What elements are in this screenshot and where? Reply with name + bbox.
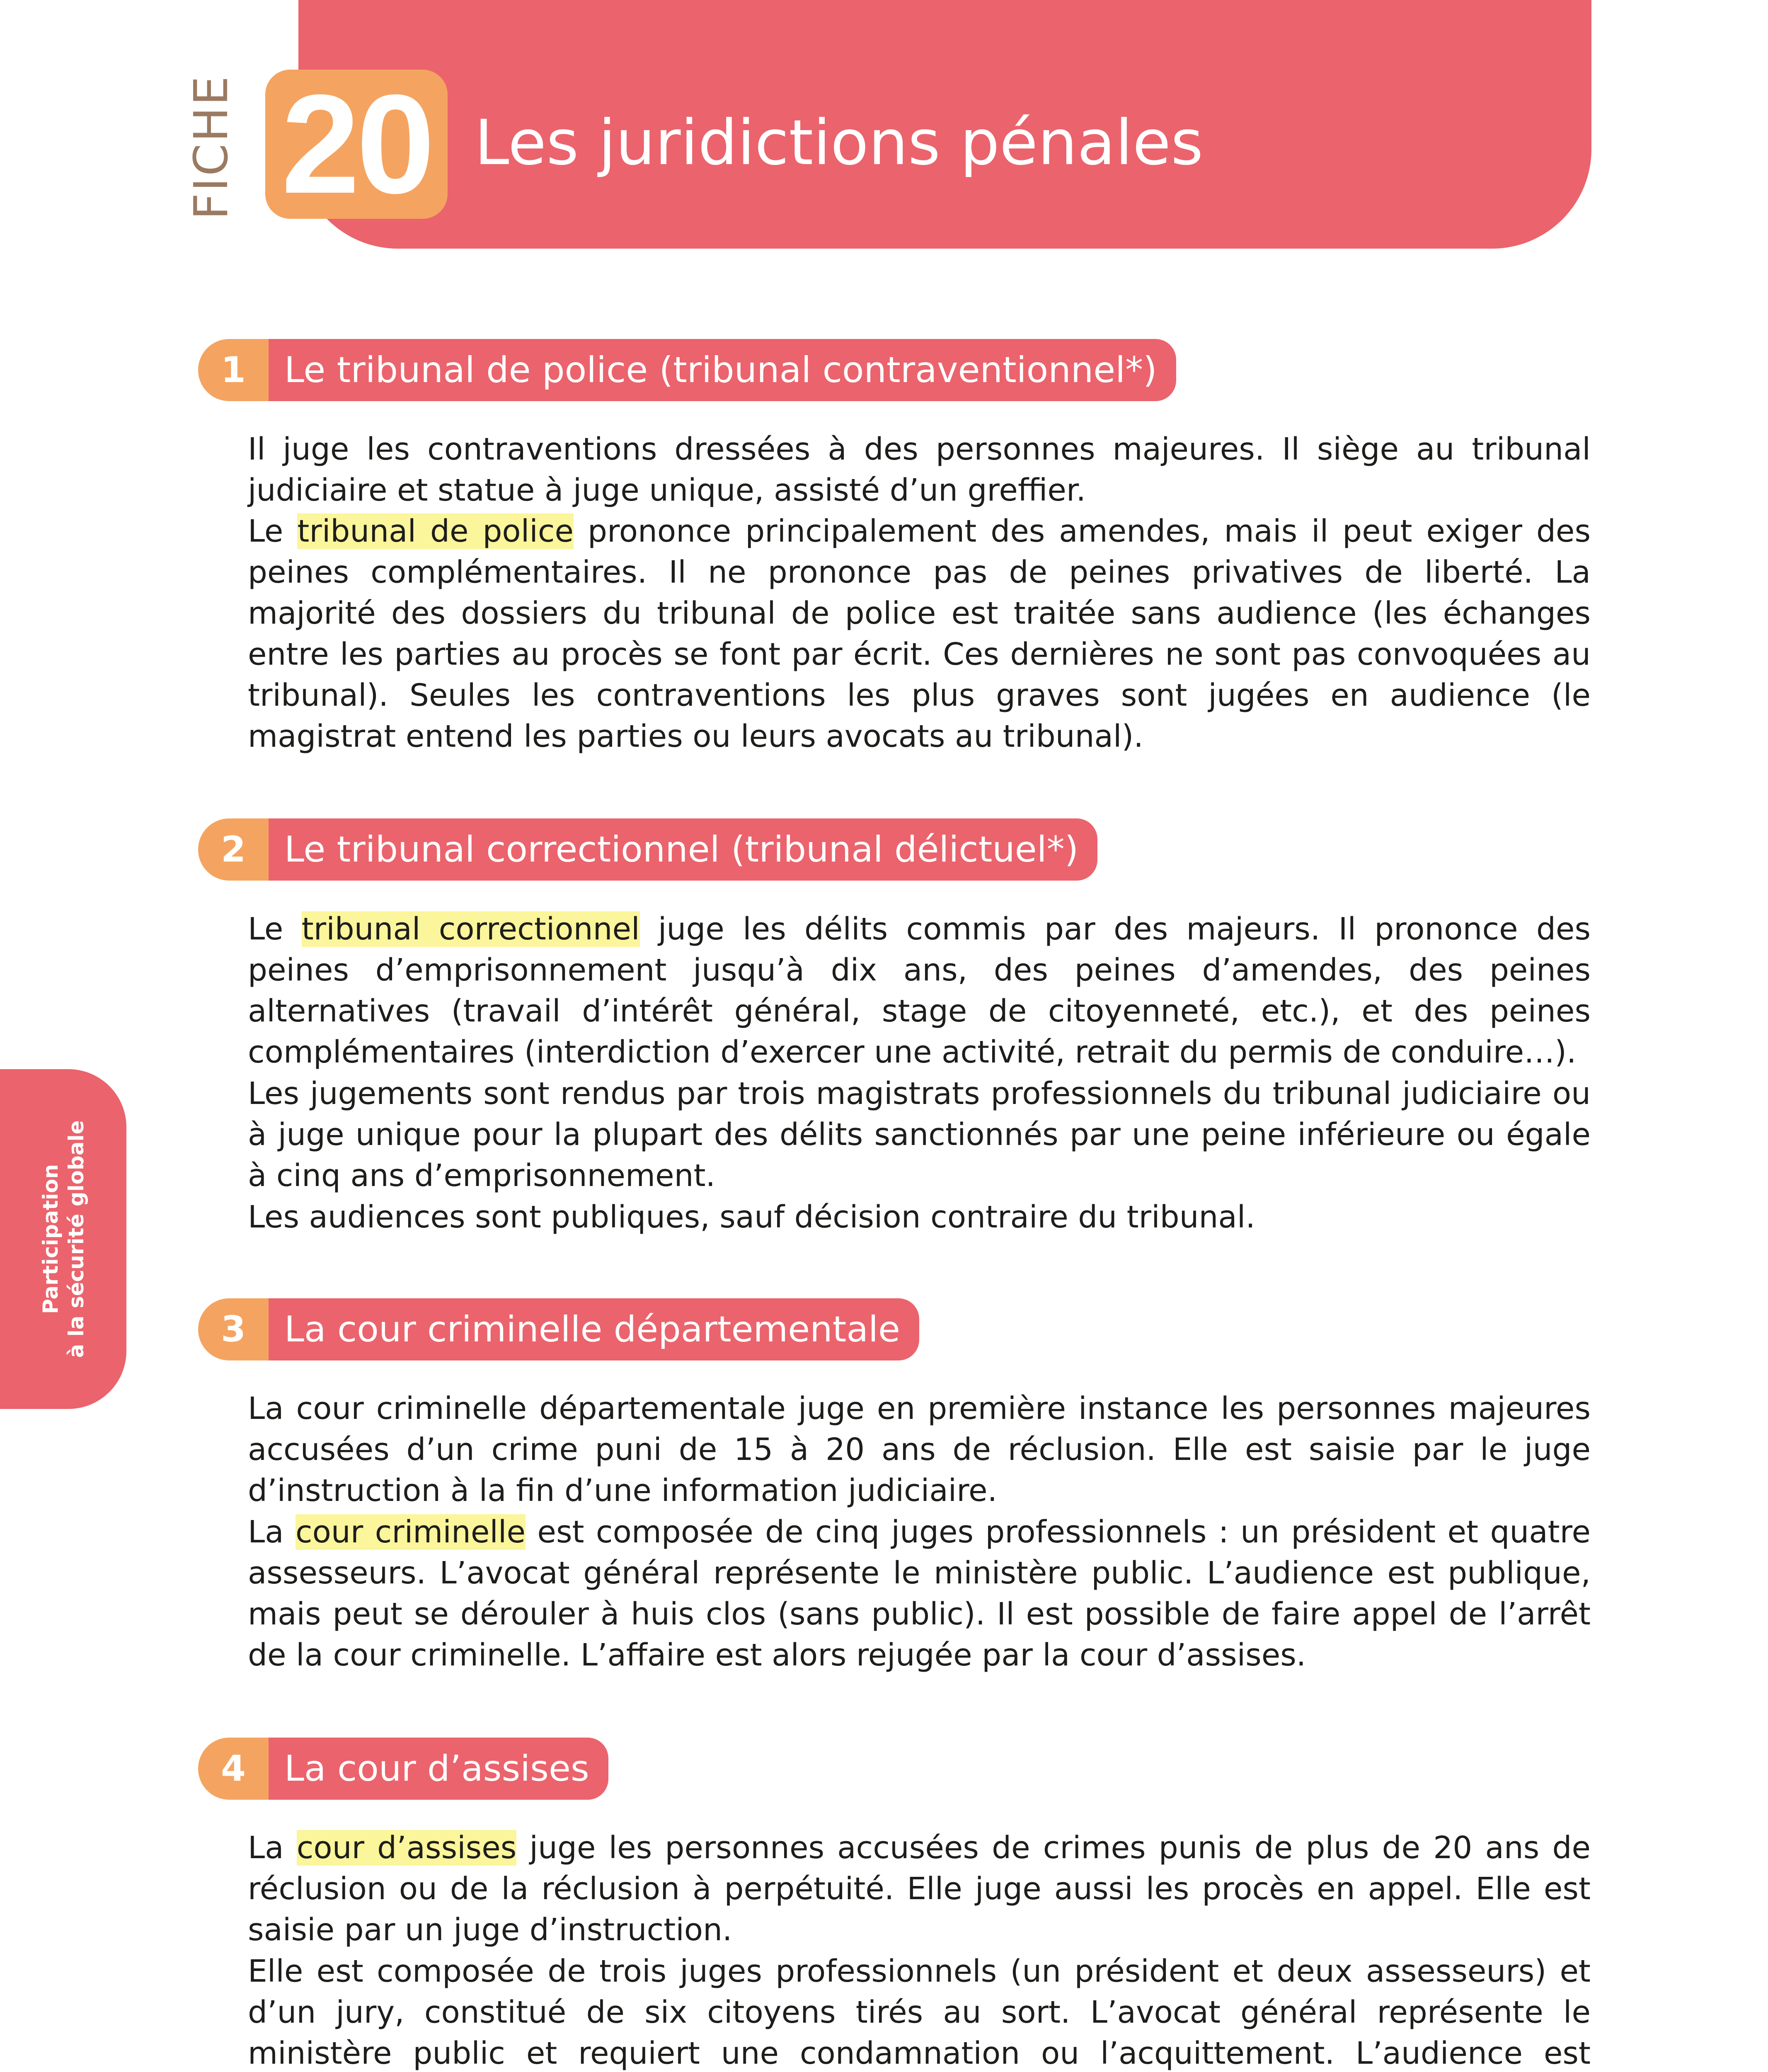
section-4-paragraph-1 [248, 1828, 1591, 1951]
side-chapter-line-1: Participation [38, 1164, 63, 1314]
section-2-paragraph-1 [248, 909, 1591, 1073]
section-4-title: La cour d’assises [269, 1738, 608, 1800]
fiche-label-text: FICHE [184, 74, 238, 220]
section-1-paragraph-2 [248, 511, 1591, 757]
section-2-title: Le tribunal correctionnel (tribunal délictuel*) [269, 818, 1097, 881]
section-2-header [198, 818, 1097, 881]
section-2-p1-lead: Le [248, 911, 302, 947]
highlight-tribunal-correctionnel: tribunal correctionnel [301, 911, 640, 947]
section-3-title: La cour criminelle départementale [269, 1298, 919, 1360]
section-4-number: 4 [198, 1738, 269, 1800]
section-2-p1-text: juge les délits commis par des majeurs. Il prononce des peines d’emprisonnement jusqu’à dix ans, des peines d’amendes, des peines alternatives (travail d’intérêt général, stage de citoyenneté, etc.), et des peines complémentaires (interdiction d’exercer une activité, retrait du permis de conduire…). [248, 911, 1591, 1070]
section-1-paragraph-1: Il juge les contraventions dressées à des personnes majeures. Il siège au tribunal judiciaire et statue à juge unique, assisté d’un greffier. [248, 431, 1591, 508]
section-3-p2-text: est composée de cinq juges professionnels : un président et quatre assesseurs. L’avocat général représente le ministère public. L’audience est publique, mais peut se dérouler à huis clos (sans public). Il est possible de faire appel de l’arrêt de la cour criminelle. L’affaire est alors rejugée par la cour d’assises. [248, 1514, 1591, 1673]
section-3-header [198, 1298, 919, 1360]
section-4-paragraph-2: Elle est composée de trois juges professionnels (un président et deux assesseurs) et d’un jury, constitué de six citoyens tirés au sort. L’avocat général représente le ministère public et requiert une condamnation ou l’acquittement. L’audience est [248, 1953, 1591, 2071]
section-1-number: 1 [198, 339, 269, 401]
fiche-number: 20 [265, 70, 448, 219]
side-chapter-label [38, 1120, 89, 1358]
section-4-p1-text: juge les personnes accusées de crimes punis de plus de 20 ans de réclusion ou de la réclusion à perpétuité. Elle juge aussi les procès en appel. Elle est saisie par un juge d’instruction. [248, 1830, 1591, 1948]
section-2-paragraph-2: Les jugements sont rendus par trois magistrats professionnels du tribunal judiciaire ou à juge unique pour la plupart des délits sanctionnés par une peine inférieure ou égale à cinq ans d’emprisonnement. [248, 1076, 1591, 1193]
section-1-p2-lead: Le [248, 513, 298, 549]
page-title: Les juridictions pénales [475, 107, 1204, 179]
section-1-p2-text: prononce principalement des amendes, mais il peut exiger des peines complémentaires. Il ne prononce pas de peines privatives de liberté. La majorité des dossiers du tribunal de police est traitée sans audience (les échanges entre les parties au procès se font par écrit. Ces dernières ne sont pas convoquées au tribunal). Seules les contraventions les plus graves sont jugées en audience (le magistrat entend les parties ou leurs avocats au tribunal). [248, 513, 1591, 754]
section-4-header [198, 1738, 608, 1800]
section-3-paragraph-2 [248, 1512, 1591, 1676]
section-1-header [198, 339, 1176, 401]
section-1-title: Le tribunal de police (tribunal contraventionnel*) [269, 339, 1176, 401]
section-2-paragraph-3: Les audiences sont publiques, sauf décision contraire du tribunal. [248, 1199, 1255, 1235]
section-3-paragraph-1: La cour criminelle départementale juge en première instance les personnes majeures accusées d’un crime puni de 15 à 20 ans de réclusion. Elle est saisie par le juge d’instruction à la fin d’une information judiciaire. [248, 1391, 1591, 1508]
highlight-cour-d-assises: cour d’assises [296, 1830, 517, 1866]
highlight-tribunal-de-police: tribunal de police [297, 513, 574, 549]
highlight-cour-criminelle: cour criminelle [295, 1514, 526, 1550]
side-chapter-tab [0, 1069, 126, 1409]
section-3-p2-lead: La [248, 1514, 295, 1550]
section-3-number: 3 [198, 1298, 269, 1360]
side-chapter-line-2: à la sécurité globale [64, 1120, 88, 1358]
section-2-number: 2 [198, 818, 269, 881]
fiche-label [182, 74, 240, 220]
section-4-p1-lead: La [248, 1830, 297, 1866]
